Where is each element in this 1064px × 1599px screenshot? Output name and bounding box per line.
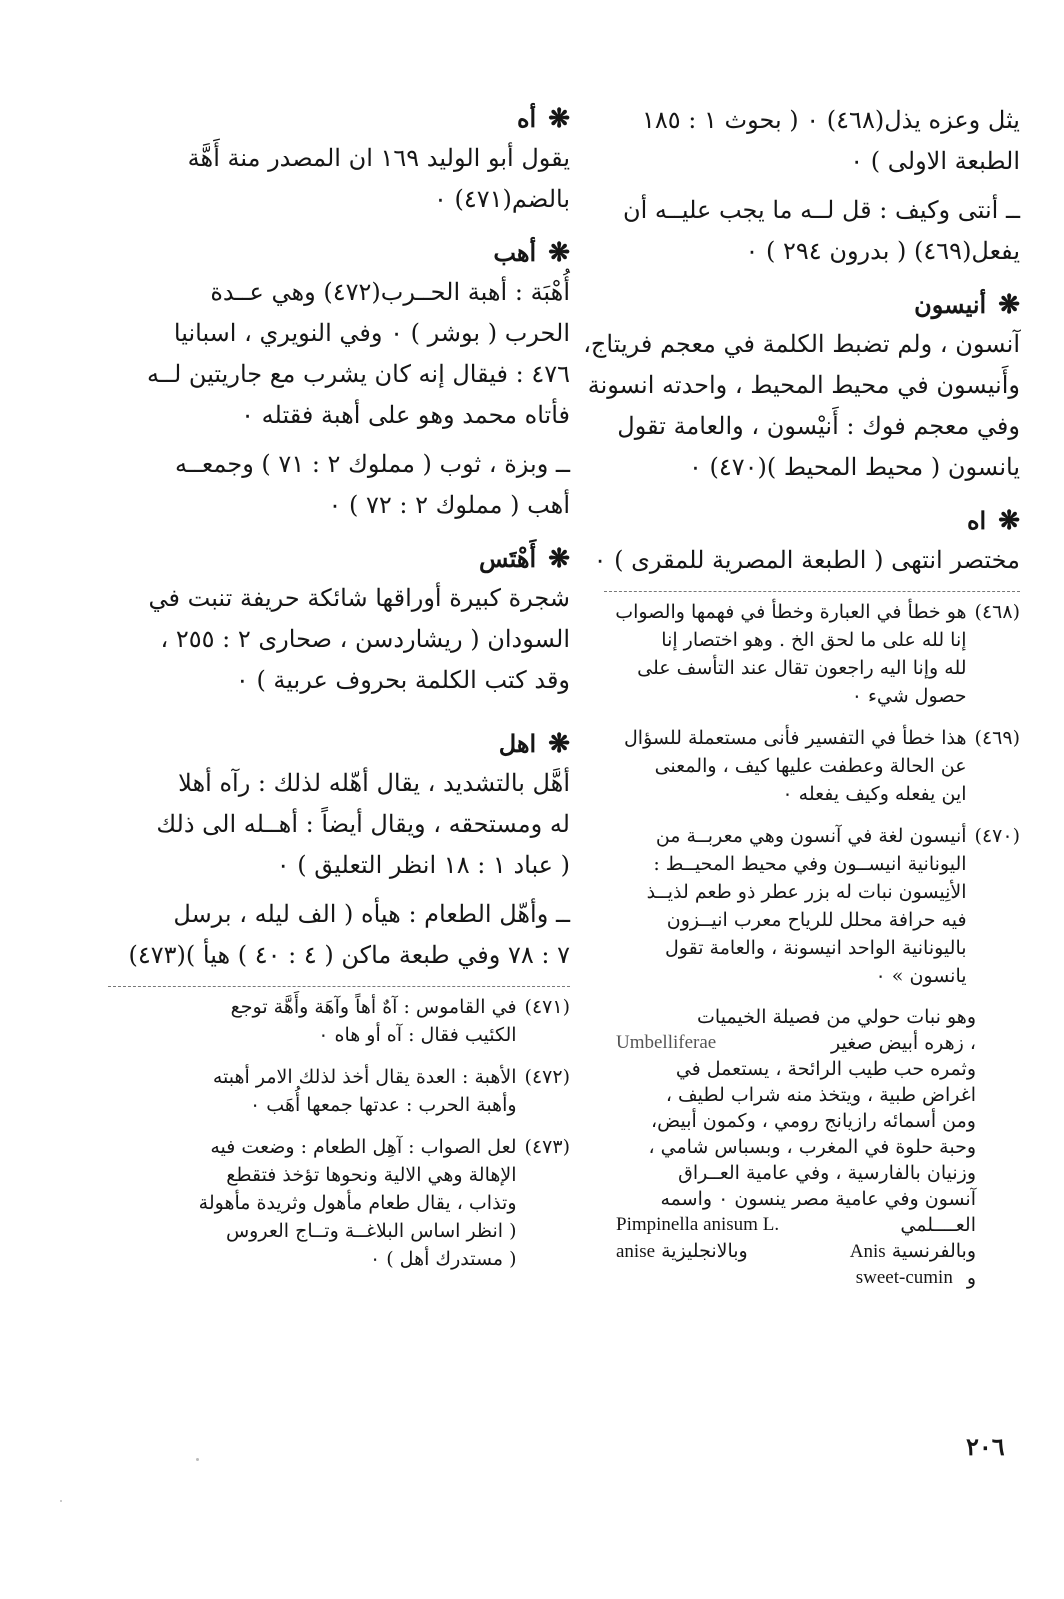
text-line: أهَّل بالتشديد ، يقال أهّله لذلك : رآه أهلا <box>178 769 570 797</box>
footnote-divider <box>108 986 570 987</box>
conjunction: و <box>966 1267 976 1289</box>
text-line: ــ وأهّل الطعام : هيأه ( الف ليله ، برسل <box>173 900 570 928</box>
footnote-line: آنسون وفي عامية مصر ينسون ٠ واسمه <box>660 1188 976 1210</box>
text-line: ٧ : ٧٨ وفي طبعة ماكن ( ٤ : ٤٠ ) هيأ )(٤٧٣) <box>128 941 570 969</box>
scan-speck <box>196 1458 199 1461</box>
entry-headword <box>108 540 570 578</box>
text-line: ٤٧٦ : فيقال إنه كان يشرب مع جاريتين لــه <box>147 360 570 388</box>
text-line: أُهْبَة : أهبة الحــرب(٤٧٢) وهي عــدة <box>210 278 570 306</box>
footnote-line: وحبة حلوة في المغرب ، وبسباس شامي ، <box>648 1136 976 1158</box>
latin-family-name: Umbelliferae <box>616 1032 717 1053</box>
footnote-line: وزنيان بالفارسية ، وفي عامية العــراق <box>678 1162 976 1184</box>
text-line: يفعل(٤٦٩) ( بدرون ٢٩٤ ) ٠ <box>745 237 1020 265</box>
entry-headword <box>108 100 570 138</box>
footnote-line: لعل الصواب : آهِل الطعام : وضعت فيه <box>210 1136 517 1158</box>
text-line: أهب ( مملوك ٢ : ٧٢ ) ٠ <box>328 491 570 519</box>
footnotes <box>604 598 1020 1291</box>
footnote <box>108 1063 570 1119</box>
footnote-line: فيه حرافة محلل للرياح معرب انيــزون <box>666 909 967 931</box>
french-name: Anis <box>849 1241 886 1262</box>
asterisk-icon: ❋ <box>548 104 570 134</box>
footnote-line: يانسون » ٠ <box>875 965 967 987</box>
footnote-line: لله وإنا اليه راجعون تقال عند التأسف على <box>637 657 967 679</box>
entry-anisun <box>583 286 1020 488</box>
footnote-line: الكئيب فقال : آه أو هاه ٠ <box>318 1024 517 1046</box>
asterisk-icon: ❋ <box>548 729 570 759</box>
english-name: anise <box>616 1241 656 1262</box>
footnote-line: وهو نبات حولي من فصيلة الخيميات <box>697 1006 976 1028</box>
footnote-line: اليونانية انيســون وفي محيط المحيــط : <box>653 853 967 875</box>
footnote-line: الأنِيسون نبات له بزر عطر ذو طعم لذيــذ <box>646 881 967 903</box>
footnote <box>108 993 570 1049</box>
footnote-line: ( مستدرك أهل ) ٠ <box>369 1248 517 1270</box>
footnote-line: باليونانية الواحد انيسونة ، والعامة تقول <box>664 937 967 959</box>
text-line: له ومستحقه ، ويقال أيضاً : أهــله الى ذلك <box>156 810 570 838</box>
botanical-note <box>616 1004 1020 1291</box>
footnote-number: (٤٧١) <box>524 996 570 1018</box>
asterisk-icon: ❋ <box>548 544 570 574</box>
text-line: وأَنيسون في محيط المحيط ، واحدته انسونة <box>587 371 1020 399</box>
scientific-label: العــــلمي <box>900 1214 976 1236</box>
footnotes <box>108 993 570 1273</box>
text-line: ( عباد ١ : ١٨ انظر التعليق ) ٠ <box>276 851 570 879</box>
footnote-number: (٤٧٠) <box>974 825 1020 847</box>
text-line: الحرب ( بوشر ) ٠ وفي النويري ، اسبانيا <box>173 319 570 347</box>
footnote-line: في القاموس : آهٌ أهاً وآهَة وأَهَّة توجع <box>230 996 517 1018</box>
footnote-line: اين يفعله وكيف يفعله ٠ <box>782 783 967 805</box>
text-line: مختصر انتهى ( الطبعة المصرية للمقرى ) ٠ <box>593 546 1020 574</box>
footnote-number: (٤٧٣) <box>524 1136 570 1158</box>
footnote <box>604 724 1020 808</box>
footnote-line: هذا خطأ في التفسير فأنى مستعملة للسؤال <box>623 727 967 749</box>
footnote-line: الإهالة وهي الالية ونحوها تؤخذ فتقطع <box>226 1164 517 1186</box>
english-label: وبالانجليزية <box>661 1240 748 1262</box>
footnote-line: وثمره حب طيب الرائحة ، يستعمل في <box>675 1058 976 1080</box>
entry-headword <box>108 234 570 272</box>
asterisk-icon: ❋ <box>548 238 570 268</box>
headword-text: أَهْتَس <box>479 544 537 573</box>
footnote-line: اغراض طبية ، ويتخذ منه شراب لطيف ، <box>665 1084 976 1106</box>
footnote-number: (٤٦٩) <box>974 727 1020 749</box>
entry-headword <box>604 502 1020 540</box>
asterisk-icon: ❋ <box>998 506 1020 536</box>
footnote-number: (٤٧٢) <box>524 1066 570 1088</box>
english-name: sweet-cumin <box>855 1267 953 1288</box>
footnote <box>604 598 1020 710</box>
french-label: وبالفرنسية <box>891 1240 976 1262</box>
footnote-line: وأهبة الحرب : عدتها جمعها أُهَب ٠ <box>250 1094 517 1116</box>
text-line: يانسون ( محيط المحيط )(٤٧٠) ٠ <box>688 453 1020 481</box>
sub-entry <box>604 190 1020 272</box>
footnote-line: أنيسون لغة في آنسون وهي معربــة من <box>655 825 967 847</box>
entry-ahh <box>108 100 570 220</box>
footnote-line: عن الحالة وعطفت عليها كيف ، والمعنى <box>654 755 967 777</box>
footnote-line: الأهبة : العدة يقال أخذ لذلك الامر أهبته <box>212 1066 517 1088</box>
text-line: ــ أنتى وكيف : قل لــه ما يجب عليــه أن <box>622 196 1020 224</box>
text-line: وقد كتب الكلمة بحروف عربية ) ٠ <box>235 666 570 694</box>
footnote-number: (٤٦٨) <box>974 601 1020 623</box>
text-line: وفي معجم فوك : أَنيْسون ، والعامة تقول <box>617 412 1020 440</box>
headword-text: أه <box>516 104 537 133</box>
footnote-line: ( انظر اساس البلاغــة وتــاج العروس <box>225 1220 517 1242</box>
headword-text: أنيسون <box>914 290 987 319</box>
text-line: آنسون ، ولم تضبط الكلمة في معجم فريتاج، <box>583 330 1020 358</box>
headword-text: اهل <box>498 729 537 758</box>
headword-text: أهب <box>493 238 537 267</box>
footnote <box>604 822 1020 990</box>
continuation-text <box>604 100 1020 182</box>
text-line: بالضم(٤٧١) ٠ <box>433 185 570 213</box>
entry-ahb <box>108 234 570 526</box>
text-line: يثل وعزه يذل(٤٦٨) ٠ ( بحوث ١ : ١٨٥ <box>641 106 1020 134</box>
footnote-line: هو خطأ في العبارة وخطأ في فهمها والصواب <box>615 601 967 623</box>
footnote-divider <box>604 591 1020 592</box>
left-column <box>108 100 570 1287</box>
asterisk-icon: ❋ <box>998 290 1020 320</box>
footnote <box>108 1133 570 1273</box>
footnote-line: ، زهره أبيض صغير <box>831 1032 976 1054</box>
entry-ah <box>593 502 1020 581</box>
text-line: يقول أبو الوليد ١٦٩ ان المصدر منة أَهَّة <box>187 144 570 172</box>
entry-headword <box>604 286 1020 324</box>
entry-ahl <box>108 725 570 976</box>
footnote-line: إنا لله على ما لحق الخ . وهو اختصار إنا <box>661 629 967 651</box>
page-number: ٢٠٦ <box>966 1432 1005 1461</box>
scan-speck <box>60 1500 62 1502</box>
entry-ahtas <box>108 540 570 701</box>
footnote-line: وتذاب ، يقال طعام مأهول وثريدة مأهولة <box>198 1192 517 1214</box>
text-line: الطبعة الاولى ) ٠ <box>850 147 1020 175</box>
footnote-line: ومن أسمائه رازيانج رومي ، وكمون أبيض، <box>651 1110 976 1132</box>
text-line: فأتاه محمد وهو على أهبة فقتله ٠ <box>241 401 570 429</box>
headword-text: اه <box>966 506 987 535</box>
text-line: السودان ( ريشاردسن ، صحارى ٢ : ٢٥٥ ، <box>160 625 570 653</box>
footnote-line: حصول شيء ٠ <box>851 685 967 707</box>
text-line: شجرة كبيرة أوراقها شائكة حريفة تنبت في <box>148 584 570 612</box>
text-line: ــ وبزة ، ثوب ( مملوك ٢ : ٧١ ) وجمعــه <box>174 450 570 478</box>
right-column <box>583 100 1020 1291</box>
scientific-name: Pimpinella anisum L. <box>616 1214 780 1235</box>
entry-headword <box>108 725 570 763</box>
